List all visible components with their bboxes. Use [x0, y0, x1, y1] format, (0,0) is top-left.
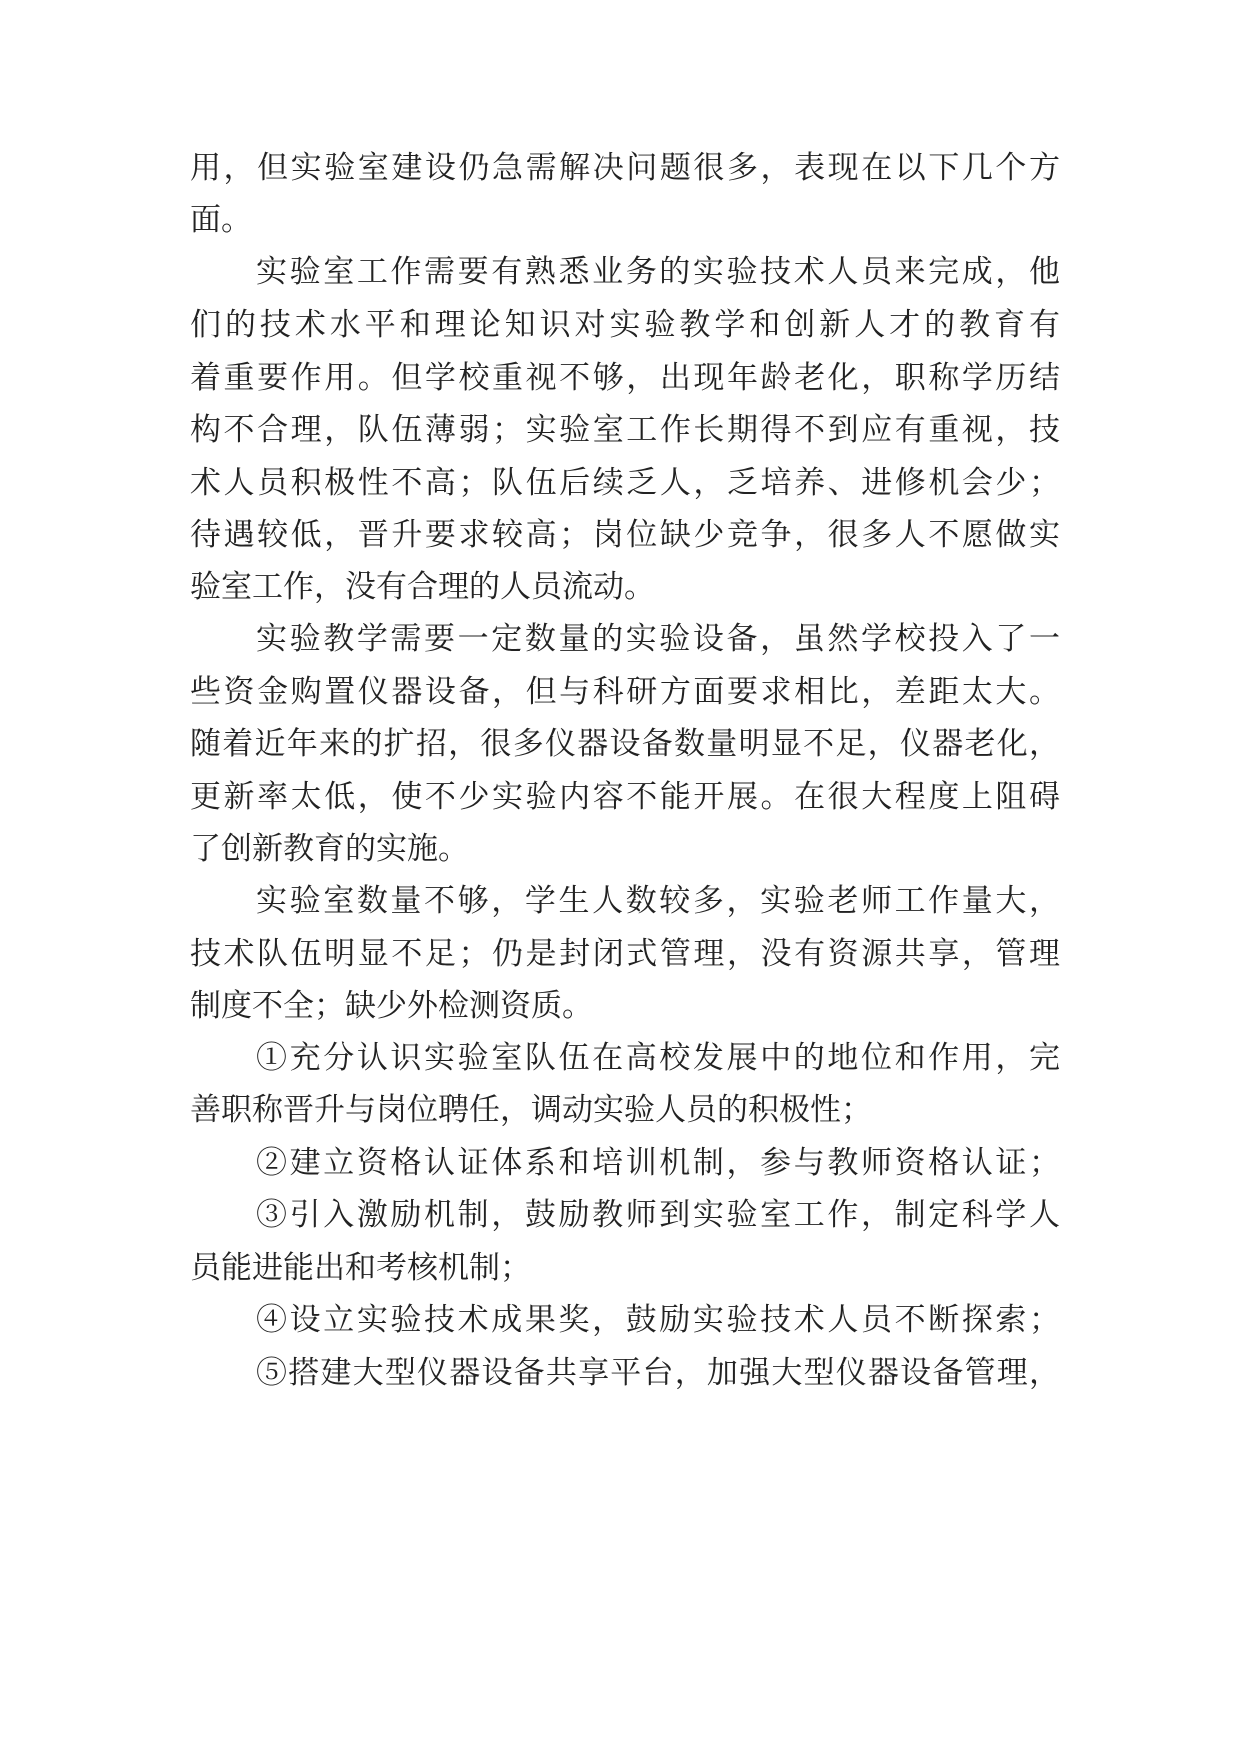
body-text-line: 随着近年来的扩招，很多仪器设备数量明显不足，仪器老化， [190, 726, 1060, 762]
paragraph-first-line: 实验室数量不够，学生人数较多，实验老师工作量大， [256, 883, 1060, 919]
body-text-line: 些资金购置仪器设备，但与科研方面要求相比，差距太大。 [190, 674, 1060, 710]
paragraph-first-line: 实验教学需要一定数量的实验设备，虽然学校投入了一 [256, 621, 1060, 657]
list-item-line: ①充分认识实验室队伍在高校发展中的地位和作用，完 [256, 1040, 1060, 1076]
body-text-line: 构不合理，队伍薄弱；实验室工作长期得不到应有重视，技 [190, 412, 1060, 448]
body-text-line: 验室工作，没有合理的人员流动。 [190, 569, 655, 605]
body-text-line: 制度不全；缺少外检测资质。 [190, 988, 593, 1024]
body-text-line: 术人员积极性不高；队伍后续乏人，乏培养、进修机会少； [190, 465, 1060, 501]
list-item-line: ②建立资格认证体系和培训机制，参与教师资格认证； [256, 1145, 1060, 1181]
list-item-line: ④设立实验技术成果奖，鼓励实验技术人员不断探索； [256, 1302, 1060, 1338]
paragraph-first-line: 实验室工作需要有熟悉业务的实验技术人员来完成，他 [256, 254, 1060, 290]
list-item-line: ③引入激励机制，鼓励教师到实验室工作，制定科学人 [256, 1197, 1060, 1233]
body-text-line: 技术队伍明显不足；仍是封闭式管理，没有资源共享，管理 [190, 936, 1060, 972]
list-item-line: ⑤搭建大型仪器设备共享平台，加强大型仪器设备管理， [256, 1355, 1060, 1391]
list-item-line: 员能进能出和考核机制； [190, 1250, 531, 1286]
body-text-line: 了创新教育的实施。 [190, 831, 469, 867]
body-text-line: 待遇较低，晋升要求较高；岗位缺少竞争，很多人不愿做实 [190, 517, 1060, 553]
body-text-line: 用，但实验室建设仍急需解决问题很多，表现在以下几个方 [190, 150, 1060, 186]
body-text-line: 着重要作用。但学校重视不够，出现年龄老化，职称学历结 [190, 360, 1060, 396]
list-item-line: 善职称晋升与岗位聘任，调动实验人员的积极性； [190, 1092, 872, 1128]
body-text-line: 面。 [190, 202, 252, 238]
body-text-line: 更新率太低，使不少实验内容不能开展。在很大程度上阻碍 [190, 779, 1060, 815]
body-text-line: 们的技术水平和理论知识对实验教学和创新人才的教育有 [190, 307, 1060, 343]
